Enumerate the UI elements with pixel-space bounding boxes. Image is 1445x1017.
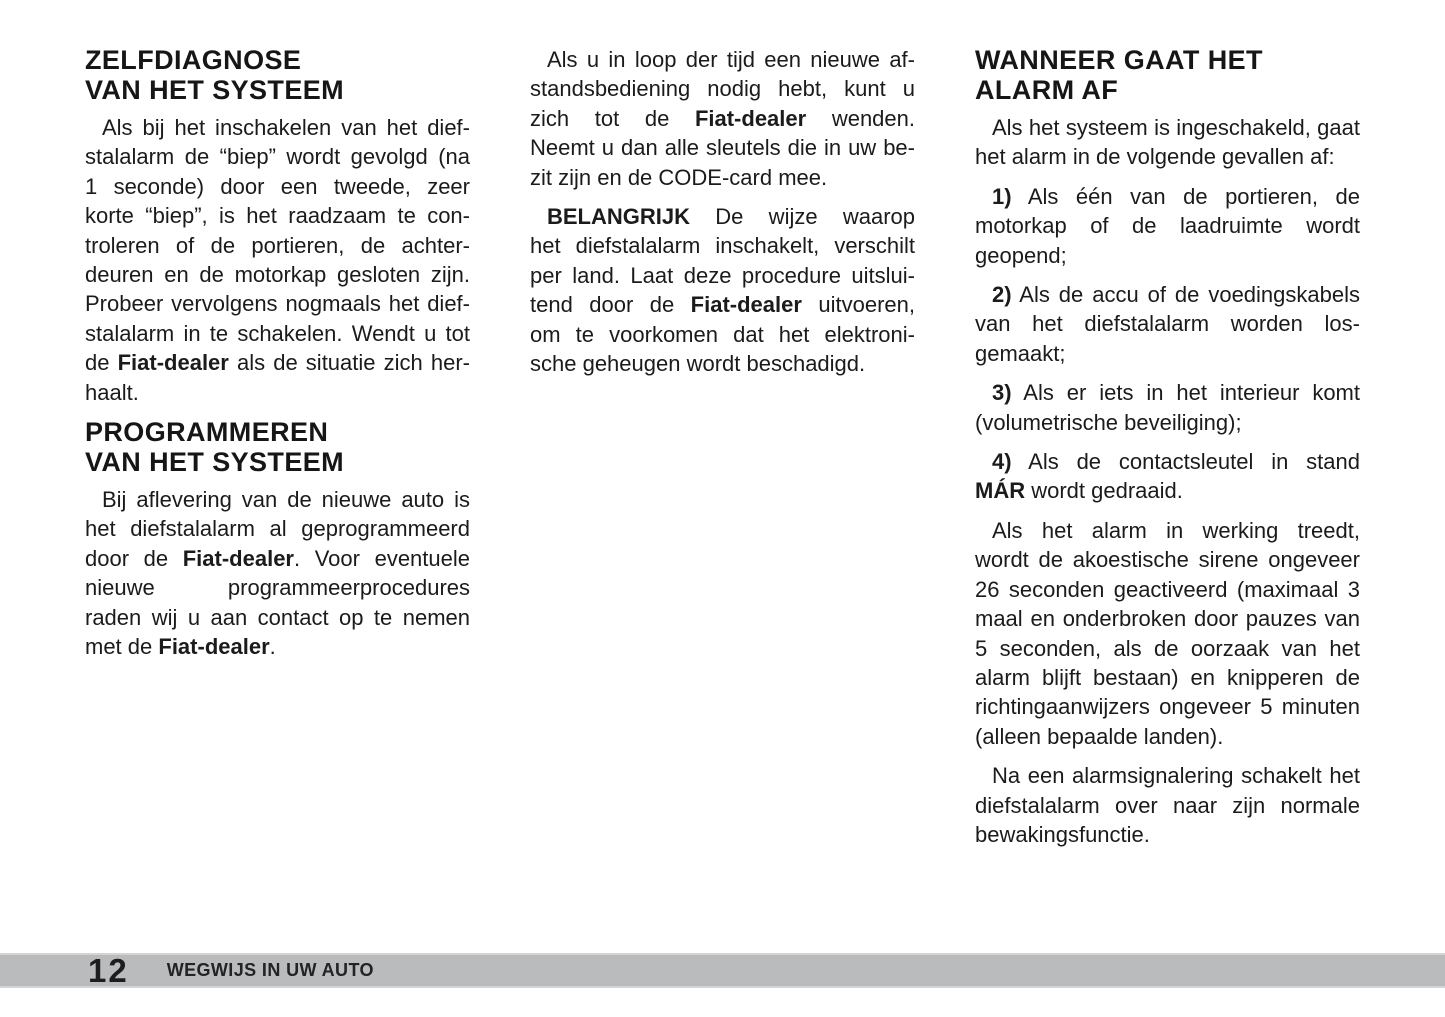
footer-section-title: WEGWIJS IN UW AUTO — [166, 960, 374, 980]
text-line: maal en onderbroken door pauzes van — [975, 606, 1360, 632]
text-line: 4) Als de contactsleutel in stand — [992, 449, 1360, 475]
text-line: sche geheugen wordt beschadigd. — [530, 351, 866, 377]
text-line: deuren en de motorkap gesloten zijn. — [85, 262, 470, 288]
text-line: Bij aflevering van de nieuwe auto is — [102, 487, 470, 513]
text-line: korte “biep”, is het raadzaam te con- — [85, 203, 470, 229]
text-line: Na een alarmsignalering schakelt het — [992, 763, 1360, 789]
text-line: BELANGRIJK De wijze waarop — [547, 204, 915, 230]
text-line: 2) Als de accu of de voedingskabels — [992, 282, 1360, 308]
text-line: om te voorkomen dat het elektroni- — [530, 321, 915, 347]
text-line: haalt. — [85, 379, 139, 405]
section-heading — [85, 417, 470, 477]
text-line: door de Fiat-dealer. Voor eventuele — [85, 545, 470, 571]
text-line: met de Fiat-dealer. — [85, 634, 276, 660]
text-line: troleren of de portieren, de achter- — [85, 232, 470, 258]
text-line: het diefstalalarm inschakelt, verschilt — [530, 233, 915, 259]
text-line: Als het alarm in werking treedt, — [992, 517, 1360, 543]
numbered-item — [975, 447, 1360, 506]
text-line: Als het systeem is ingeschakeld, gaat — [992, 115, 1360, 140]
text-line: gemaakt; — [975, 340, 1066, 366]
text-line: stalalarm in te schakelen. Wendt u tot — [85, 320, 470, 346]
numbered-item — [975, 182, 1360, 270]
text-line: VAN HET SYSTEEM — [85, 447, 345, 478]
text-line: de Fiat-dealer als de situatie zich her- — [85, 350, 470, 376]
body-paragraph — [975, 516, 1360, 751]
text-line: zit zijn en de CODE-card mee. — [530, 164, 828, 190]
text-line: WANNEER GAAT HET — [975, 45, 1263, 75]
numbered-item — [975, 280, 1360, 368]
text-line: zich tot de Fiat-dealer wenden. — [530, 105, 916, 131]
text-line: (volumetrische beveiliging); — [975, 409, 1242, 435]
text-line: diefstalalarm over naar zijn normale — [975, 792, 1360, 818]
text-line: raden wij u aan contact op te nemen — [85, 604, 470, 630]
text-line: motorkap of de laadruimte wordt — [975, 213, 1360, 239]
text-line: 1 seconde) door een tweede, zeer — [85, 173, 470, 199]
text-line: bewakingsfunctie. — [975, 821, 1150, 847]
text-line: ALARM AF — [975, 75, 1119, 105]
text-line: 26 seconden geactiveerd (maximaal 3 — [975, 576, 1360, 602]
text-line: het diefstalalarm al geprogrammeerd — [85, 516, 470, 542]
text-line: MÁR wordt gedraaid. — [975, 478, 1183, 504]
page-number: 12 — [88, 951, 129, 989]
text-line: 3) Als er iets in het interieur komt — [992, 380, 1360, 406]
text-line: 5 seconden, als de oorzaak van het — [975, 635, 1360, 661]
text-line: VAN HET SYSTEEM — [85, 75, 345, 105]
column-left — [85, 45, 470, 859]
footer-bar — [0, 953, 1445, 988]
section-heading — [85, 45, 470, 105]
text-line: geopend; — [975, 242, 1067, 268]
column-right — [975, 45, 1360, 859]
text-line: tend door de Fiat-dealer uitvoeren, — [530, 292, 915, 318]
text-line: stalalarm de “biep” wordt gevolgd (na — [85, 144, 470, 170]
body-paragraph — [530, 45, 915, 192]
body-paragraph — [975, 113, 1360, 172]
body-paragraph — [530, 202, 915, 378]
numbered-item — [975, 378, 1360, 437]
text-line: standsbediening nodig hebt, kunt u — [530, 76, 915, 102]
text-line: ZELFDIAGNOSE — [85, 45, 302, 75]
text-line: Neemt u dan alle sleutels die in uw be- — [530, 135, 915, 161]
text-line: 1) Als één van de portieren, de — [992, 183, 1360, 209]
text-line: PROGRAMMEREN — [85, 417, 329, 448]
text-line: Als u in loop der tijd een nieuwe af- — [547, 47, 915, 72]
body-paragraph — [85, 485, 470, 661]
text-line: (alleen bepaalde landen). — [975, 723, 1224, 749]
section-heading — [975, 45, 1360, 105]
text-line: alarm blijft bestaan) en knipperen de — [975, 664, 1360, 690]
text-line: van het diefstalalarm worden los- — [975, 311, 1360, 337]
text-line: Probeer vervolgens nogmaals het dief- — [85, 291, 470, 317]
text-line: Als bij het inschakelen van het dief- — [102, 115, 470, 140]
column-middle — [530, 45, 915, 859]
body-paragraph — [85, 113, 470, 407]
text-line: per land. Laat deze procedure uitslui- — [530, 262, 915, 288]
text-line: wordt de akoestische sirene ongeveer — [975, 547, 1360, 573]
body-paragraph — [975, 761, 1360, 849]
text-line: richtingaanwijzers ongeveer 5 minuten — [975, 694, 1360, 720]
text-line: nieuwe programmeerprocedures — [85, 575, 470, 601]
text-line: het alarm in de volgende gevallen af: — [975, 144, 1335, 170]
